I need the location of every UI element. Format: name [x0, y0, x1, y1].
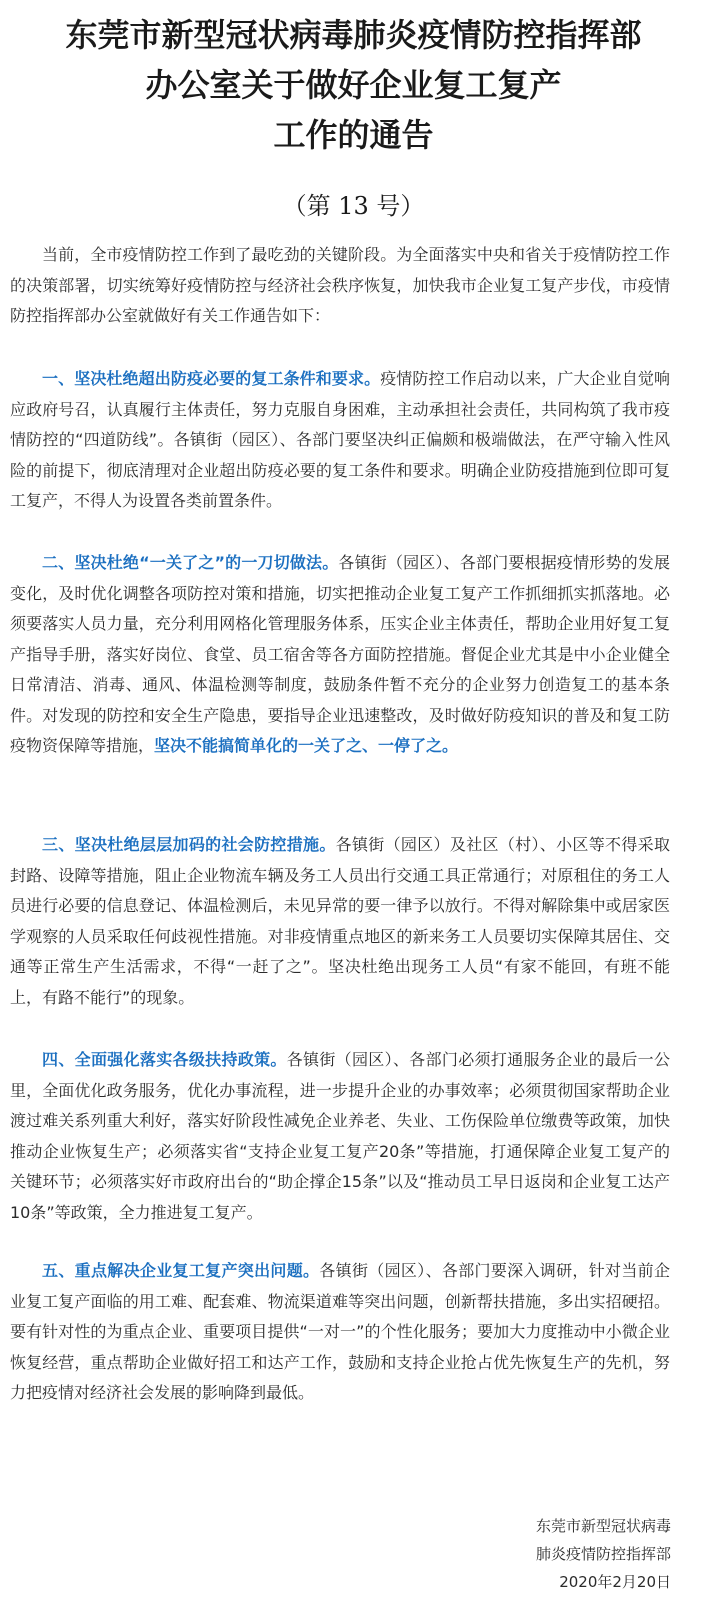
section-3 [10, 830, 670, 1013]
section-4-body: 各镇街（园区）、各部门必须打通服务企业的最后一公里，全面优化政务服务，优化办事流程，进一步提升企业的办事效率；必须贯彻国家帮助企业渡过难关系列重大利好，落实好阶段性减免企业养老、失业、工伤保险单位缴费等政策，加快推动企业恢复生产；必须落实省“支持企业复工复产20条”等措施，打通保障企业复工复产的关键环节；必须落实好市政府出台的“助企撑企15条”以及“推动员工早日返岗和企业复工达产10条”等政策，全力推进复工复产。 [10, 1050, 670, 1222]
section-4 [10, 1045, 670, 1228]
intro-paragraph: 当前，全市疫情防控工作到了最吃劲的关键阶段。为全面落实中央和省关于疫情防控工作的决策部署，切实统筹好疫情防控与经济社会秩序恢复，加快我市企业复工复产步伐，市疫情防控指挥部办公室就做好有关工作通告如下： [10, 245, 670, 325]
section-3-heading: 三、坚决杜绝层层加码的社会防控措施。 [42, 835, 336, 854]
signature-block [536, 1512, 671, 1596]
title-line-1: 东莞市新型冠状病毒肺炎疫情防控指挥部 [65, 16, 642, 54]
signature-org-line-1: 东莞市新型冠状病毒 [535, 1517, 671, 1535]
title-line-3: 工作的通告 [273, 116, 434, 154]
title-line-2: 办公室关于做好企业复工复产 [145, 66, 562, 104]
section-2-emphasis: 坚决不能搞简单化的一关了之、一停了之。 [154, 736, 459, 755]
section-5-heading: 五、重点解决企业复工复产突出问题。 [42, 1261, 320, 1280]
section-1 [10, 364, 670, 517]
issue-number: （第 13 号） [282, 192, 425, 220]
section-1-heading: 一、坚决杜绝超出防疫必要的复工条件和要求。 [42, 369, 381, 388]
signature-date: 2020年2月20日 [559, 1573, 671, 1591]
section-2-body: 各镇街（园区）、各部门要根据疫情形势的发展变化，及时优化调整各项防控对策和措施，切实把推动企业复工复产工作抓细抓实抓落地。必须要落实人员力量，充分利用网格化管理服务体系，压实企业主体责任，帮助企业用好复工复产指导手册，落实好岗位、食堂、员工宿舍等各方面防控措施。督促企业尤其是中小企业健全日常清洁、消毒、通风、体温检测等制度，鼓励条件暂不充分的企业努力创造复工的基本条件。对发现的防控和安全生产隐患，要指导企业迅速整改，及时做好防疫知识的普及和复工防疫物资保障等措施， [10, 553, 670, 755]
section-3-body: 各镇街（园区）及社区（村）、小区等不得采取封路、设障等措施，阻止企业物流车辆及务工人员出行交通工具正常通行；对原租住的务工人员进行必要的信息登记、体温检测后，未见异常的要一律予以放行。不得对解除集中或居家医学观察的人员采取任何歧视性措施。对非疫情重点地区的新来务工人员要切实保障其居住、交通等正常生产生活需求，不得“一赶了之”。坚决杜绝出现务工人员“有家不能回，有班不能上，有路不能行”的现象。 [10, 835, 670, 1007]
section-1-body: 疫情防控工作启动以来，广大企业自觉响应政府号召，认真履行主体责任，努力克服自身困难，主动承担社会责任，共同构筑了我市疫情防控的“四道防线”。各镇街（园区）、各部门要坚决纠正偏颇和极端做法，在严守输入性风险的前提下，彻底清理对企业超出防疫必要的复工条件和要求。明确企业防疫措施到位即可复工复产，不得人为设置各类前置条件。 [10, 369, 670, 510]
section-4-heading: 四、全面强化落实各级扶持政策。 [42, 1050, 287, 1069]
signature-org-line-2: 肺炎疫情防控指挥部 [535, 1545, 671, 1563]
section-2 [10, 548, 670, 762]
document-title [0, 10, 707, 160]
section-5-body: 各镇街（园区）、各部门要深入调研，针对当前企业复工复产面临的用工难、配套难、物流渠道难等突出问题，创新帮扶措施，多出实招硬招。要有针对性的为重点企业、重要项目提供“一对一”的个性化服务；要加大力度推动中小微企业恢复经营，重点帮助企业做好招工和达产工作，鼓励和支持企业抢占优先恢复生产的先机，努力把疫情对经济社会发展的影响降到最低。 [10, 1261, 670, 1402]
section-5 [10, 1256, 670, 1409]
section-2-heading: 二、坚决杜绝“一关了之”的一刀切做法。 [42, 553, 339, 572]
